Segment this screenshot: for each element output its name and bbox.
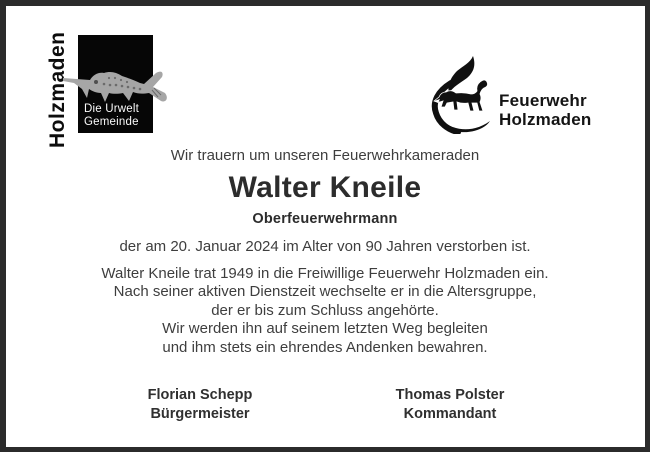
death-date-line: der am 20. Januar 2024 im Alter von 90 Jahren verstorben ist. bbox=[119, 238, 531, 255]
municipality-name-vertical-text: Holzmaden bbox=[46, 31, 69, 148]
mourning-intro-line: Wir trauern um unseren Feuerwehrkameraden bbox=[170, 147, 480, 164]
obituary-body bbox=[0, 265, 650, 357]
fire-brigade-line-2: Holzmaden bbox=[499, 109, 592, 129]
body-line-4: Wir werden ihn auf seinem letzten Weg begleiten bbox=[162, 320, 488, 338]
signature-title: Bürgermeister bbox=[150, 405, 250, 422]
body-line-2: Nach seiner aktiven Dienstzeit wechselte er in die Altersgruppe, bbox=[113, 283, 537, 301]
body-line-5: und ihm stets ein ehrendes Andenken bewahren. bbox=[162, 338, 488, 356]
signature-commander bbox=[365, 386, 535, 423]
fire-brigade-line-1: Feuerwehr bbox=[499, 91, 587, 110]
signature-title: Kommandant bbox=[403, 405, 497, 422]
signature-name: Thomas Polster bbox=[395, 387, 505, 403]
signature-mayor bbox=[115, 386, 285, 423]
caption-line-2: Gemeinde bbox=[84, 115, 139, 128]
body-line-3: der er bis zum Schluss angehörte. bbox=[211, 301, 439, 319]
caption-line-1: Die Urwelt bbox=[84, 103, 140, 115]
flame-lion-icon bbox=[430, 56, 494, 134]
signature-name: Florian Schepp bbox=[147, 387, 253, 403]
fossil-fish-icon bbox=[62, 64, 172, 112]
deceased-rank: Oberfeuerwehrmann bbox=[252, 211, 398, 227]
fire-brigade-logo-text bbox=[499, 92, 591, 129]
deceased-name: Walter Kneile bbox=[228, 171, 422, 204]
body-line-1: Walter Kneile trat 1949 in die Freiwillige Feuerwehr Holzmaden ein. bbox=[101, 265, 549, 282]
